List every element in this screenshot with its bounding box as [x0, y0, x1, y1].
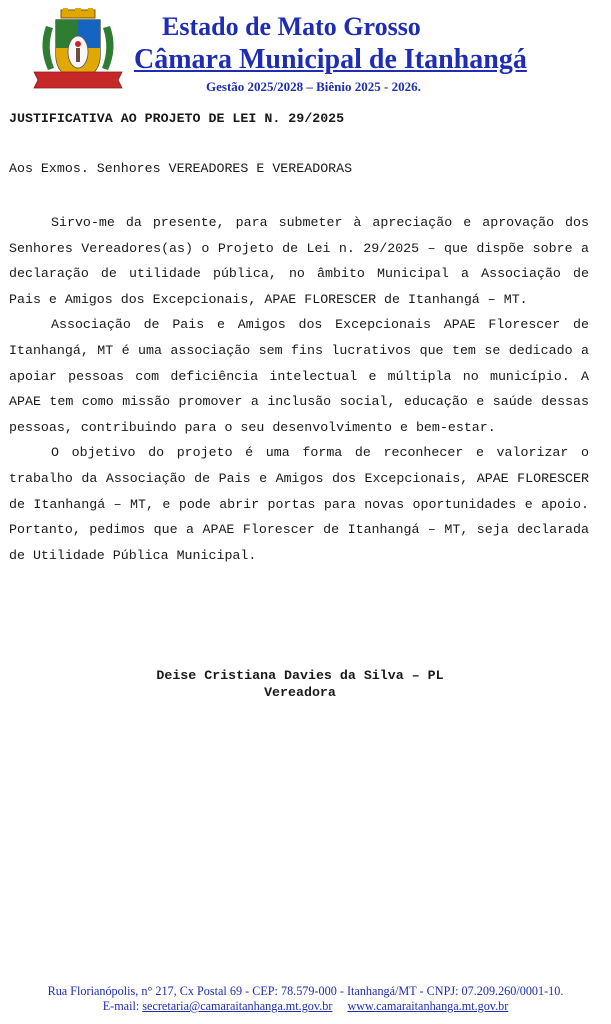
paragraph-3: O objetivo do projeto é uma forma de reconhecer e valorizar o trabalho da Associação de Pais e Amigos dos Excepcionais, APAE FLORESCER de Itanhangá – MT, e pode abrir portas para novas oportunidades e apoio. Portanto, pedimos que a APAE Florescer de Itanhangá – MT, seja declarada de Utilidade Pública Municipal.	[9, 445, 589, 563]
document-title: JUSTIFICATIVA AO PROJETO DE LEI N. 29/2025	[9, 111, 345, 126]
paragraph-1: Sirvo-me da presente, para submeter à apreciação e aprovação dos Senhores Vereadores(as) o Projeto de Lei n. 29/2025 – que dispõe sobre a declaração de utilidade pública, no âmbito Municipal a Associação de Pais e Amigos dos Excepcionais, APAE FLORESCER de Itanhangá – MT.	[9, 215, 589, 307]
signature-block	[0, 667, 600, 701]
footer-address: Rua Florianópolis, n° 217, Cx Postal 69 - CEP: 78.579-000 - Itanhangá/MT - CNPJ: 07.209.260/0001-10.	[47, 984, 564, 998]
footer-contacts	[0, 999, 611, 1014]
salutation: Aos Exmos. Senhores VEREADORES E VEREADORAS	[9, 161, 353, 176]
signer-name: Deise Cristiana Davies da Silva – PL	[156, 668, 444, 683]
footer	[0, 984, 611, 1014]
signer-role: Vereadora	[264, 685, 336, 700]
document-body	[9, 210, 589, 568]
email-link[interactable]: secretaria@camaraitanhanga.mt.gov.br	[142, 999, 333, 1013]
state-name: Estado de Mato Grosso	[162, 12, 421, 41]
website-link[interactable]: www.camaraitanhanga.mt.gov.br	[347, 999, 509, 1013]
coat-of-arms-icon	[28, 8, 128, 90]
legislative-term: Gestão 2025/2028 – Biênio 2025 - 2026.	[206, 79, 421, 94]
paragraph-2: Associação de Pais e Amigos dos Excepcionais APAE Florescer de Itanhangá, MT é uma associação sem fins lucrativos que tem se dedicado a apoiar pessoas com deficiência intelectual e múltipla no município. A APAE tem como missão promover a inclusão social, educação e saúde dessas pessoas, contribuindo para o seu desenvolvimento e bem-estar.	[9, 317, 589, 435]
email-label: E-mail:	[102, 999, 140, 1013]
chamber-name: Câmara Municipal de Itanhangá	[134, 44, 527, 75]
letterhead	[0, 0, 611, 100]
